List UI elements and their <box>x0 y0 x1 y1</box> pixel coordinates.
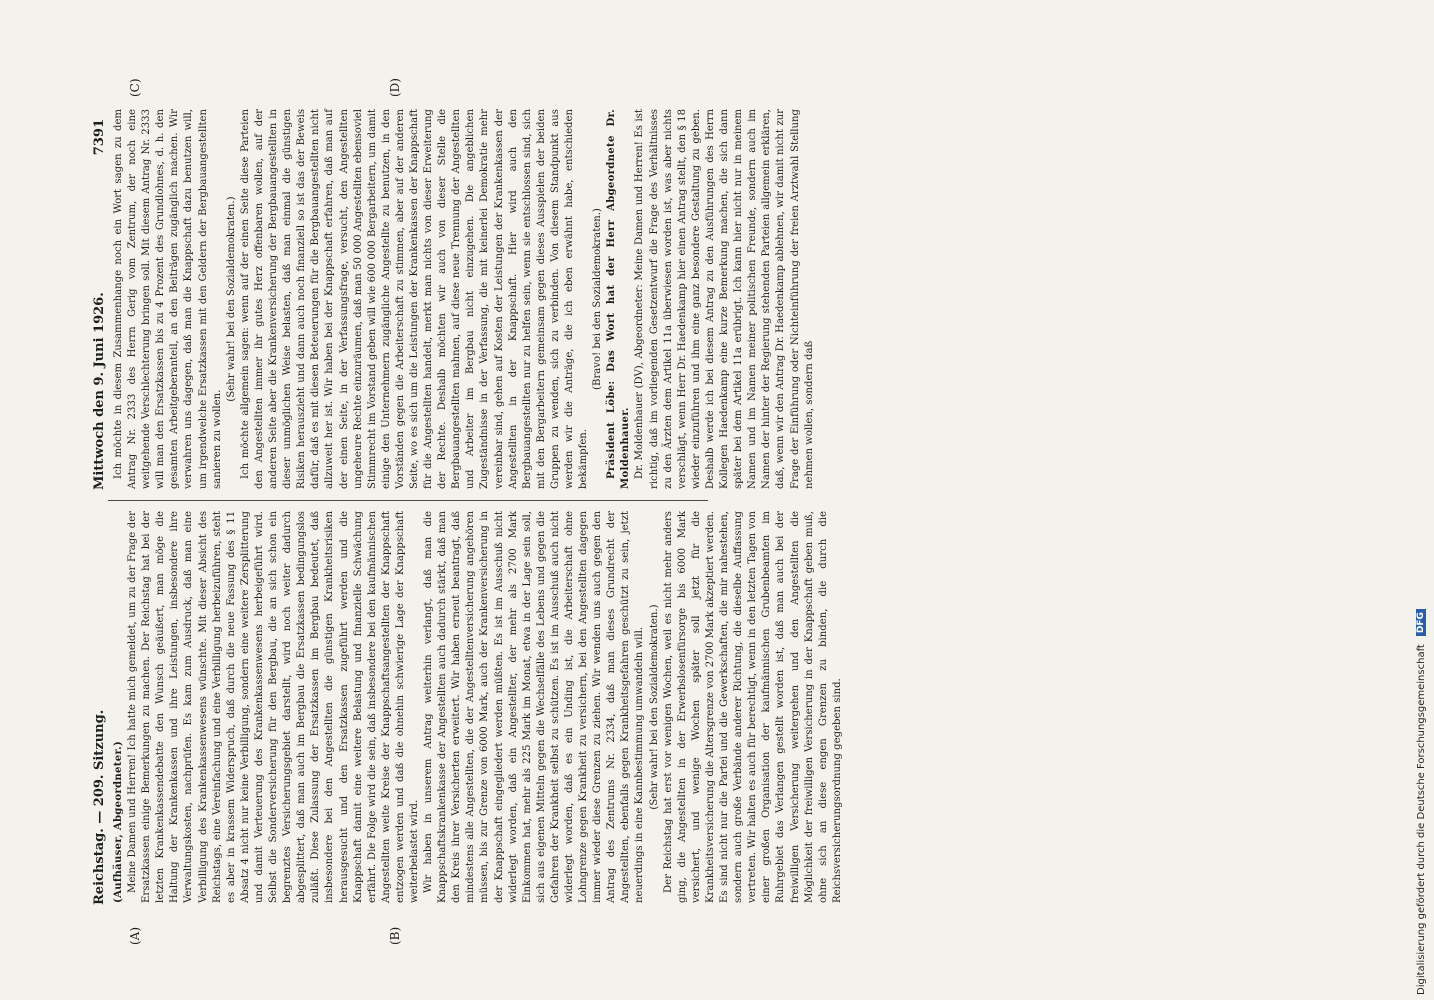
margin-marker-d: (D) <box>388 78 402 97</box>
left-column <box>112 511 843 903</box>
interjection: (Sehr wahr! bei den Sozialdemokraten.) <box>648 604 660 810</box>
margin-marker-a: (A) <box>128 926 142 945</box>
header-session: Reichstag. — 209. Sitzung. <box>91 709 107 905</box>
digitization-note <box>1412 295 1430 995</box>
right-column <box>112 109 815 489</box>
paragraph: Dr. Moldenhauer (DV), Abgeordneter: Meine Damen und Herren! Es ist richtig, daß im vorliegenden Gesetzentwurf die Frage des Verhältnisses zu den Ärzten dem Artikel 11a überwiesen worden ist, was aber nichts verschlägt, wenn Herr Dr. Haedenkamp hier einen Antrag stellt, den § 18 wieder einzuführen und ihm eine ganz besondere Gestaltung zu geben. Deshalb werde ich bei diesem Antrag zu den Ausführungen des Herrn Kollegen Haedenkamp eine kurze Bemerkung machen, die sich dann später bei dem Artikel 11a erübrigt. Ich kann hier nicht nur in meinem Namen und im Namen meiner politischen Freunde, sondern auch im Namen der hinter der Regierung stehenden Parteien allgemein erklären, daß, wenn wir den Antrag Dr. Haedenkamp ablehnen, wir damit nicht zur Frage der Einführung oder Nichteinführung der freien Arztwahl Stellung nehmen wollen, sondern daß <box>634 109 815 489</box>
paragraph: Meine Damen und Herren! Ich hatte mich gemeldet, um zu der Frage der Ersatzkassen einige Bemerkungen zu machen. Der Reichstag hat bei der letzten Krankenkassendebatte den Wunsch geäußert, man möge die Haltung der Krankenkassen und ihre Leistungen, insbesondere ihre Verwaltungskosten, nachprüfen. Es kam zum Ausdruck, daß man eine Verbilligung des Krankenkassenwesens wünschte. Mit dieser Absicht des Reichstags, eine Vereinfachung und eine Verbilligung herbeizuführen, steht es aber in krassem Widerspruch, daß durch die neue Fassung des § 11 Absatz 4 nicht nur keine Verbilligung, sondern eine weitere Zersplitterung und damit Verteuerung des Krankenkassenwesens herbeigeführt wird. Selbst die Sonderversicherung für den Bergbau, die an sich schon ein begrenztes Versicherungsgebiet darstellt, wird noch weiter dadurch abgesplittert, daß man auch im Bergbau die Ersatzkassen bedingungslos zuläßt. Diese Zulassung der Ersatzkassen im Bergbau bedeutet, daß insbesondere bei den Angestellten die günstigen Krankheitsrisiken herausgesucht und den Ersatzkassen zugeführt werden und die Knappschaft damit eine weitere Belastung und finanzielle Schwächung erfährt. Die Folge wird die sein, daß insbesondere bei den kaufmännischen Angestellten weite Kreise der Knappschaftsangestellten der Knappschaft entzogen werden und daß die ohnehin schwierige Lage der Knappschaft weiterbelastet wird. <box>127 511 420 903</box>
paragraph: Der Reichstag hat erst vor wenigen Wochen, weil es nicht mehr anders ging, die Angestellten in der Erwerbslosenfürsorge bis 6000 Mark versichert, und wenige Wochen später soll jetzt für die Krankheitsversicherung die Altersgrenze von 2700 Mark akzeptiert werden. Es sind nicht nur die Partei und die Gewerkschaften, die mir nahestehen, sondern auch große Verbände anderer Richtung, die dieselbe Auffassung vertreten. Wir halten es auch für berechtigt, wenn in den letzten Tagen von einer großen Organisation der kaufmännischen Grubenbeamten im Ruhrgebiet das Verlangen gestellt worden ist, daß man auch bei der freiwilligen Versicherung weitergehen und den Angestellten die Möglichkeit der freiwilligen Versicherung in der Knappschaft geben muß, ohne sich an diese engen Grenzen zu binden, die durch die Reichsversicherungsordnung gegeben sind. <box>662 511 843 903</box>
paragraph: Ich möchte allgemein sagen: wenn auf der einen Seite diese Parteien den Angestellten immer ihr gutes Herz offenbaren wollen, auf der anderen Seite aber die Krankenversicherung der Bergbauangestellten in dieser unmöglichen Weise belasten, daß man einmal die günstigen Risiken herauszieht und dann auch noch finanziell so ist das der Beweis dafür, daß es mit diesen Beteuerungen für die Bergbauangestellten nicht allzuweit her ist. Wir haben bei der Knappschaft erfahren, daß man auf der einen Seite, in der Verfassungsfrage, versucht, den Angestellten ungeheure Rechte einzuräumen, daß man 50 000 Angestellten ebensoviel Stimmrecht im Vorstand geben will wie 600 000 Bergarbeitern, um damit einige den Unternehmern zugängliche Angestellte zu benutzen, in den Vorständen gegen die Arbeiterschaft zu stimmen, aber auf der anderen Seite, wo es sich um die Leistungen der Krankenkassen der Knappschaft für die Angestellten handelt, merkt man nichts von dieser Erweiterung der Rechte. Deshalb möchten wir auch von dieser Stelle die Bergbauangestellten mahnen, auf diese neue Trennung der Angestellten und Arbeiter im Bergbau nicht einzugehen. Die angeblichen Zugeständnisse in der Verfassung, die mit keinerlei Demokratie mehr vereinbar sind, gehen auf Kosten der Leistungen der Krankenkassen der Angestellten in der Knappschaft. Hier wird auch den Bergbauangestellten nur zu helfen sein, wenn sie entschlossen sind, sich mit den Bergarbeitern gemeinsam gegen dieses Ausspielen der beiden Gruppen zu wenden, sich zu verbinden. Von diesem Standpunkt aus werden wir die Anträge, die ich eben erwähnt habe, entschieden bekämpfen. <box>239 109 590 489</box>
dfg-logo: DFG <box>1416 609 1426 636</box>
interjection: (Bravo! bei den Sozialdemokraten.) <box>592 208 604 390</box>
column-divider <box>108 500 708 501</box>
page-number: 7391 <box>91 119 107 156</box>
digitization-note-text: Digitalisierung gefördert durch die Deutsche Forschungsgemeinschaft <box>1415 644 1427 995</box>
running-header <box>88 105 110 905</box>
president-statement: Präsident Löbe: Das Wort hat der Herr Abgeordnete Dr. Moldenhauer. <box>606 109 632 489</box>
rotated-page-content <box>88 78 843 945</box>
speaker-tag: (Aufhäuser, Abgeordneter.) <box>113 740 124 903</box>
margin-marker-b: (B) <box>388 926 402 945</box>
interjection: (Sehr wahr! bei den Sozialdemokraten.) <box>225 196 237 402</box>
header-date: Mittwoch den 9. Juni 1926. <box>91 292 107 490</box>
margin-marker-c: (C) <box>128 78 142 97</box>
paragraph: Ich möchte in diesem Zusammenhange noch ein Wort sagen zu dem Antrag Nr. 2333 des Herrn Gerig vom Zentrum, der noch eine weitgehende Verschlechterung bringen soll. Mit diesem Antrag Nr. 2333 will man den Ersatzkassen bis zu 4 Prozent des Grundlohnes, d. h. den gesamten Arbeitgeberanteil, an den Beiträgen zugänglich machen. Wir verwahren uns dagegen, daß man die Knappschaft dazu benutzen will, um irgendwelche Ersatzkassen mit den Geldern der Bergbauangestellten sanieren zu wollen. <box>113 109 223 489</box>
paragraph: Wir haben in unserem Antrag weiterhin verlangt, daß man die Knappschaftskrankenkasse der Angestellten auch dadurch stärkt, daß man den Kreis ihrer Versicherten erweitert. Wir haben erneut beantragt, daß mindestens alle Angestellten, die der Angestelltenversicherung angehören müssen, bis zur Grenze von 6000 Mark, auch der Krankenversicherung in der Knappschaft eingegliedert werden müßten. Es ist im Ausschuß nicht widerlegt worden, daß ein Angestellter, der mehr als 2700 Mark Einkommen hat, mehr als 225 Mark im Monat, etwa in der Lage sein soll, sich aus eigenen Mitteln gegen die Wechselfälle des Lebens und gegen die Gefahren der Krankheit selbst zu schützen. Es ist im Ausschuß auch nicht widerlegt worden, daß es ein Unding ist, die Arbeiterschaft ohne Lohngrenze gegen Krankheit zu versichern, bei den Angestellten dagegen immer wieder diese Grenzen zu ziehen. Wir wenden uns auch gegen den Antrag des Zentrums Nr. 2334, daß man dieses Grundrecht der Angestellten, ebenfalls gegen Krankheitsgefahren geschützt zu sein, jetzt neuerdings in eine Kannbestimmung umwandeln will. <box>423 511 646 903</box>
